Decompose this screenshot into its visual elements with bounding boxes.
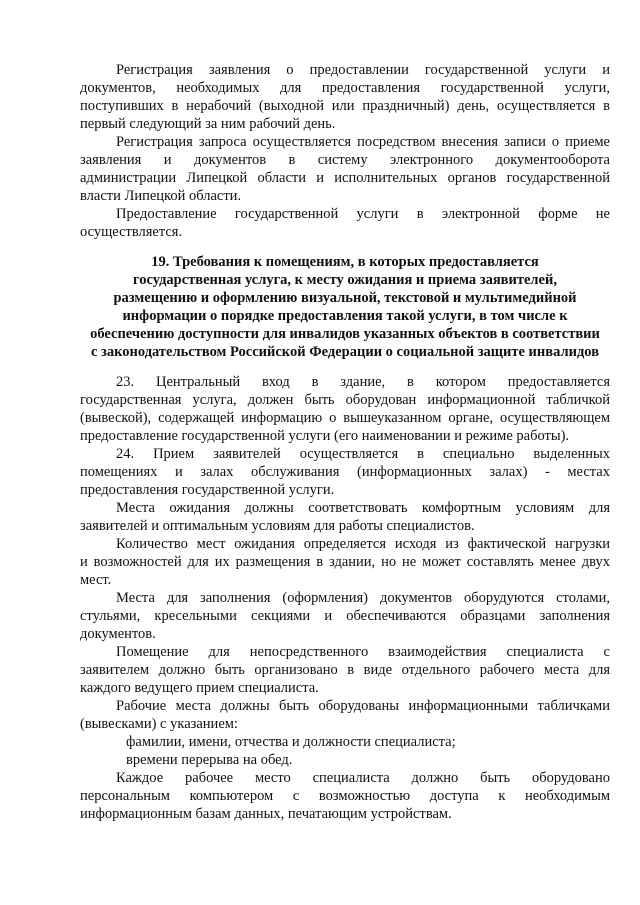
list-item: фамилии, имени, отчества и должности специалиста; [126, 734, 456, 750]
text-line: мест. [80, 572, 112, 588]
text-line: администрации Липецкой области и исполнительных органов государственной [80, 170, 610, 186]
text-line: Регистрация заявления о предоставлении государственной услуги и [116, 62, 610, 78]
text-line: Каждое рабочее место специалиста должно быть оборудовано [116, 770, 610, 786]
text-line: документов, необходимых для предоставления государственной услуги, [80, 80, 610, 96]
text-line: Количество мест ожидания определяется исходя из фактической нагрузки [116, 536, 610, 552]
text-line: 24. Прием заявителей осуществляется в специально выделенных [116, 446, 610, 462]
text-line: и возможностей для их размещения в здании, но не может составлять менее двух [80, 554, 610, 570]
text-line: предоставления государственной услуги. [80, 482, 335, 498]
heading-line: информации о порядке предоставления такой услуги, в том числе к [122, 308, 568, 324]
heading-line: государственная услуга, к месту ожидания и приема заявителей, [133, 272, 557, 288]
heading-line: с законодательством Российской Федерации о социальной защите инвалидов [90, 344, 600, 360]
text-line: осуществляется. [80, 224, 183, 240]
text-line: государственная услуга, должен быть оборудован информационной табличкой [80, 392, 610, 408]
text-line: первый следующий за ним рабочий день. [80, 116, 336, 132]
heading-line: обеспечению доступности для инвалидов указанных объектов в соответствии [90, 326, 600, 342]
text-line: Предоставление государственной услуги в электронной форме не [116, 206, 610, 222]
text-line: власти Липецкой области. [80, 188, 242, 204]
text-line: информационным базам данных, печатающим устройствам. [80, 806, 452, 822]
text-line: Регистрация запроса осуществляется посредством внесения записи о приеме [116, 134, 610, 150]
heading-line: размещению и оформлению визуальной, текстовой и мультимедийной [113, 290, 577, 306]
text-line: заявления и документов в систему электронного документооборота [80, 152, 610, 168]
text-line: Помещение для непосредственного взаимодействия специалиста с [116, 644, 610, 660]
heading-line: 19. Требования к помещениям, в которых предоставляется [151, 254, 539, 270]
list-item: времени перерыва на обед. [126, 752, 293, 768]
text-line: поступивших в нерабочий (выходной или праздничный) день, осуществляется в [80, 98, 610, 114]
text-line: документов. [80, 626, 156, 642]
text-line: Места для заполнения (оформления) документов оборудуются столами, [116, 590, 610, 606]
text-line: предоставление государственной услуги (его наименовании и режиме работы). [80, 428, 570, 444]
text-line: каждого ведущего прием специалиста. [80, 680, 319, 696]
text-line: Места ожидания должны соответствовать комфортным условиям для [116, 500, 610, 516]
text-line: Рабочие места должны быть оборудованы информационными табличками [116, 698, 610, 714]
text-line: 23. Центральный вход в здание, в котором предоставляется [116, 374, 610, 390]
text-line: заявителей и оптимальным условиям для работы специалистов. [80, 518, 475, 534]
text-line: персональным компьютером с возможностью доступа к необходимым [80, 788, 610, 804]
text-line: (вывесками) с указанием: [80, 716, 238, 732]
text-line: помещениях и залах обслуживания (информационных залах) - местах [80, 464, 610, 480]
text-line: (вывеской), содержащей информацию о вышеуказанном органе, осуществляющем [80, 410, 610, 426]
text-line: заявителем должно быть организовано в виде отдельного рабочего места для [80, 662, 610, 678]
text-line: стульями, кресельными секциями и обеспечиваются образцами заполнения [80, 608, 610, 624]
